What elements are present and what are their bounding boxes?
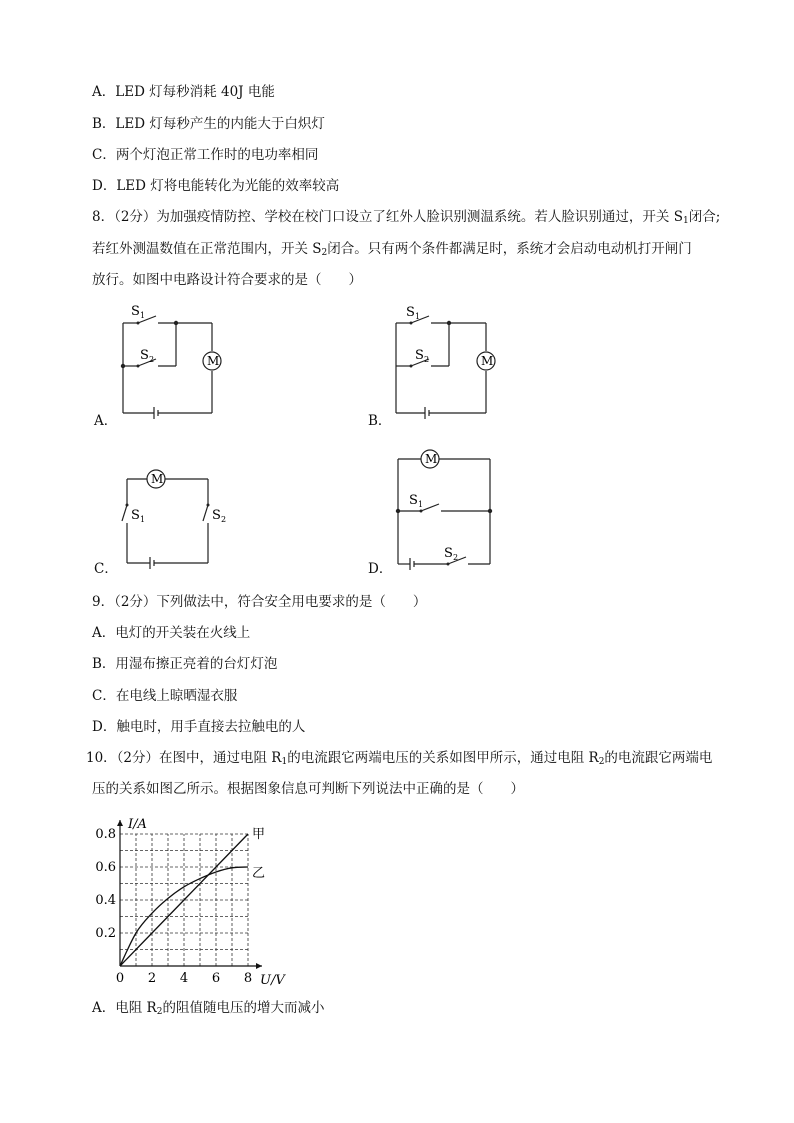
q7-option-d: D．LED 灯将电能转化为光能的效率较高	[92, 178, 340, 194]
q7-option-b: B．LED 灯每秒产生的内能大于白炽灯	[92, 116, 325, 132]
q10-stem-line1: 10．（2分）在图中，通过电阻 $R_1$的电流跟它两端电压的关系如图甲所示，通过电阻 $R_2$的电流跟它两端电	[86, 750, 713, 767]
q9-option-d: D．触电时，用手直接去拉触电的人	[92, 719, 306, 735]
svg-text:S: S	[212, 508, 221, 523]
y-tick-label: 0.6	[95, 860, 116, 875]
circuit-b-diagram	[363, 300, 513, 425]
circuit-a-diagram	[90, 300, 240, 425]
circuit-d-diagram	[363, 445, 513, 575]
svg-text:M: M	[151, 472, 164, 486]
y-tick-label: 0.8	[95, 827, 116, 842]
svg-text:M: M	[481, 354, 494, 368]
q10-option-a: A．电阻 $R_2$的阻值随电压的增大而减小	[92, 1000, 325, 1017]
svg-text:1: 1	[418, 500, 424, 509]
y-tick-label: 0.2	[95, 926, 116, 941]
svg-text:2: 2	[149, 355, 155, 364]
y-tick-label: 0.4	[95, 893, 116, 908]
svg-text:M: M	[425, 452, 438, 466]
svg-text:S: S	[415, 348, 424, 363]
x-tick-label: 2	[147, 971, 157, 986]
svg-text:1: 1	[415, 312, 421, 321]
x-tick-label: 0	[115, 971, 125, 986]
svg-text:S: S	[444, 546, 453, 561]
y-axis-arrow	[117, 820, 123, 826]
x-tick-label: 8	[243, 971, 253, 986]
q8-option-c-label: C．	[94, 561, 118, 577]
series-label-2: 乙	[252, 866, 266, 881]
q7-option-c: C．两个灯泡正常工作时的电功率相同	[92, 147, 319, 163]
svg-text:2: 2	[424, 355, 430, 364]
x-tick-label: 4	[179, 971, 189, 986]
y-axis-label: I/A	[128, 817, 147, 832]
svg-text:S: S	[140, 348, 149, 363]
q10-stem-line2: 压的关系如图乙所示。根据图象信息可判断下列说法中正确的是（ ）	[92, 781, 524, 797]
svg-text:1: 1	[140, 515, 146, 524]
svg-text:S: S	[406, 305, 415, 320]
q8-option-b-label: B．	[368, 413, 392, 429]
series-label-1: 甲	[252, 827, 266, 842]
svg-text:M: M	[207, 354, 220, 368]
svg-text:S: S	[131, 304, 140, 319]
q9-option-b: B．用湿布擦正亮着的台灯灯泡	[92, 656, 278, 672]
q8-option-a-label: A．	[94, 413, 118, 429]
svg-text:2: 2	[453, 553, 459, 562]
q8-stem-line3: 放行。如图中电路设计符合要求的是（ ）	[92, 272, 362, 288]
q9-option-c: C．在电线上晾晒湿衣服	[92, 688, 238, 704]
q9-option-a: A．电灯的开关装在火线上	[92, 625, 251, 641]
svg-text:2: 2	[221, 515, 227, 524]
q7-option-a: A．LED 灯每秒消耗 40J 电能	[92, 84, 275, 100]
svg-text:S: S	[409, 493, 418, 508]
svg-text:S: S	[131, 508, 140, 523]
q8-option-d-label: D．	[368, 561, 393, 577]
svg-text:1: 1	[140, 311, 146, 320]
q9-stem: 9．（2分）下列做法中，符合安全用电要求的是（ ）	[92, 594, 427, 610]
x-axis-label: U/V	[260, 973, 285, 988]
series-line-2	[120, 867, 248, 966]
q8-stem-line1: 8．（2分）为加强疫情防控、学校在校门口设立了红外人脸识别测温系统。若人脸识别通过，开关 $S_1$闭合;	[92, 209, 721, 226]
x-tick-label: 6	[211, 971, 221, 986]
q8-stem-line2: 若红外测温数值在正常范围内，开关 $S_2$闭合。只有两个条件都满足时，系统才会启动电动机打开闸门	[92, 241, 692, 258]
x-axis-arrow	[256, 963, 262, 969]
q10-iu-chart	[90, 812, 310, 992]
